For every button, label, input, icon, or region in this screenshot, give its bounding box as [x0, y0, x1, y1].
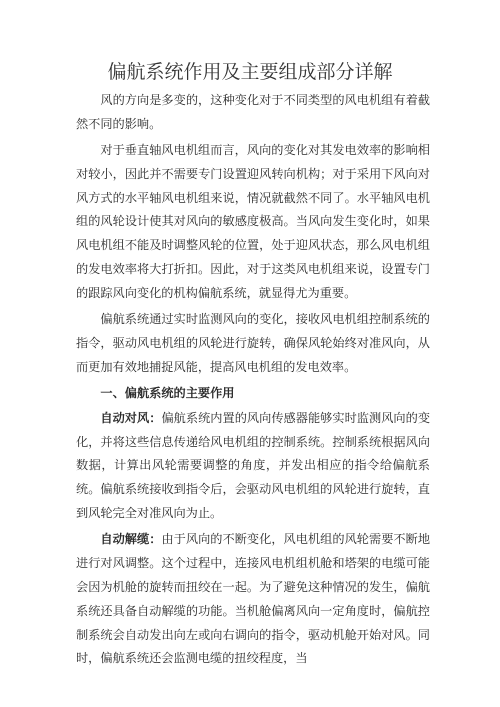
auto-untwist-paragraph	[76, 528, 430, 671]
wind-turbine-type-paragraph: 对于垂直轴风电机组而言，风向的变化对其发电效率的影响相对较小，因此并不需要专门设置迎风转向机构；对于采用下风向对风方式的水平轴风电机组来说，情况就截然不同了。水平轴风电机组的风轮设计使其对风向的敏感度极高。当风向发生变化时，如果风电机组不能及时调整风轮的位置，处于迎风状态，那么风电机组的发电效率将大打折扣。因此，对于这类风电机组来说，设置专门的跟踪风向变化的机构偏航系统，就显得尤为重要。	[76, 143, 430, 300]
document-title: 偏航系统作用及主要组成部分详解	[107, 61, 393, 83]
auto-untwist-text: 由于风向的不断变化，风电机组的风轮需要不断地进行对风调整。这个过程中，连接风电机组机舱和塔架的电缆可能会因为机舱的旋转而扭绞在一起。为了避免这种情况的发生，偏航系统还具备自动解缆的功能。当机舱偏离风向一定角度时，偏航控制系统会自动发出向左或向右调向的指令，驱动机舱开始对风。同时，偏航系统还会监测电缆的扭绞程度，当	[76, 532, 431, 666]
intro-paragraph: 风的方向是多变的，这种变化对于不同类型的风电机组有着截然不同的影响。	[76, 93, 430, 131]
yaw-system-summary-paragraph: 偏航系统通过实时监测风向的变化，接收风电机组控制系统的指令，驱动风电机组的风轮进行旋转，确保风轮始终对准风向，从而更加有效地捕捉风能，提高风电机组的发电效率。	[76, 312, 430, 374]
auto-untwist-label: 自动解缆：	[100, 532, 162, 547]
auto-yaw-text: 偏航系统内置的风向传感器能够实时监测风向的变化，并将这些信息传递给风电机组的控制系统。控制系统根据风向数据，计算出风轮需要调整的角度，并发出相应的指令给偏航系统。偏航系统接收到指令后，会驱动风电机组的风轮进行旋转，直到风轮完全对准风向为止。	[76, 410, 431, 521]
section-heading: 一、偏航系统的主要作用	[100, 386, 235, 401]
auto-yaw-label: 自动对风：	[100, 410, 162, 425]
document-body	[76, 89, 430, 674]
auto-yaw-paragraph	[76, 407, 430, 526]
